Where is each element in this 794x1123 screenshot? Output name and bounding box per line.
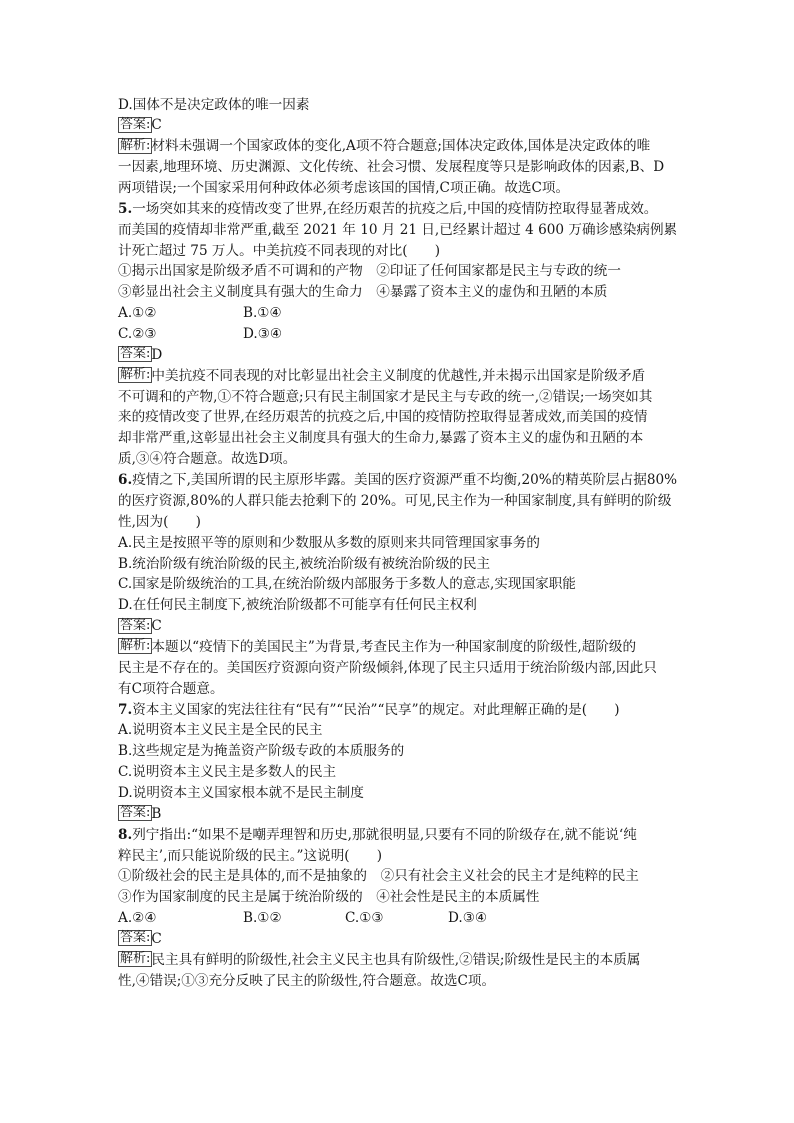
option-d: D.③④: [448, 910, 488, 927]
question-stem-line: 计死亡超过 75 万人。中美抗疫不同表现的对比( ): [118, 242, 441, 259]
analysis-line: 一因素,地理环境、历史渊源、文化传统、社会习惯、发展程度等只是影响政体的因素,B、D: [118, 159, 665, 176]
option-c: C.①③: [345, 910, 384, 927]
options-row: [118, 908, 684, 929]
answer-line: [118, 115, 684, 136]
statement-line: ③彰显出社会主义制度具有强大的生命力 ④暴露了资本主义的虚伪和丑陋的本质: [118, 284, 608, 301]
answer-line: [118, 616, 684, 637]
analysis-line: [118, 366, 684, 387]
option-c: C.说明资本主义民主是多数人的民主: [118, 764, 337, 781]
question-stem-line: 性,因为( ): [118, 513, 201, 530]
analysis-line: [118, 637, 684, 658]
analysis-label: 解析:: [120, 137, 151, 153]
answer-label: 答案:: [120, 617, 151, 633]
option-d: D.说明资本主义国家根本就不是民主制度: [118, 784, 364, 801]
option-a: A.②④: [118, 910, 157, 927]
option-c: C.②③: [118, 326, 157, 343]
option-b: B.①②: [243, 910, 282, 927]
question-stem-line: [118, 700, 684, 721]
answer-label: 答案:: [120, 116, 151, 132]
question-stem-text: 列宁指出:“如果不是嘲弄理智和历史,那就很明显,只要有不同的阶级存在,就不能说‘纯: [132, 826, 637, 843]
answer-line: [118, 929, 684, 950]
question-number: 6.: [118, 472, 133, 489]
option-d: D.在任何民主制度下,被统治阶级都不可能享有任何民主权利: [118, 597, 477, 614]
option-line: [118, 95, 684, 116]
analysis-label: 解析:: [120, 367, 151, 383]
question-stem-line: [118, 825, 684, 846]
question-stem-text: 资本主义国家的宪法往往有“民有”“民治”“民享”的规定。对此理解正确的是( ): [132, 701, 620, 718]
analysis-text: 本题以“疫情下的美国民主”为背景,考查民主作为一种国家制度的阶级性,超阶级的: [151, 638, 637, 655]
question-stem-text: 一场突如其来的疫情改变了世界,在经历艰苦的抗疫之后,中国的疫情防控取得显著成效。: [132, 200, 658, 217]
question-stem-text: 疫情之下,美国所谓的民主原形毕露。美国的医疗资源严重不均衡,20%的精英阶层占据80%: [132, 472, 678, 489]
analysis-text: 中美抗疫不同表现的对比彰显出社会主义制度的优越性,并未揭示出国家是阶级矛盾: [151, 367, 646, 384]
answer-value: D: [151, 346, 163, 363]
analysis-line: [118, 136, 684, 157]
question-stem-line: 的医疗资源,80%的人群只能去抢剩下的 20%。可见,民主作为一种国家制度,具有鲜明的阶级: [118, 492, 672, 509]
question-stem-line: 粹民主’,而只能说阶级的民主。”这说明( ): [118, 847, 383, 864]
answer-value: C: [151, 117, 162, 134]
analysis-line: [118, 950, 684, 971]
answer-line: [118, 345, 684, 366]
answer-value: B: [151, 805, 162, 822]
question-number: 5.: [118, 200, 133, 217]
question-number: 8.: [118, 826, 133, 843]
analysis-line: 民主是不存在的。美国医疗资源向资产阶级倾斜,体现了民主只适用于统治阶级内部,因此只: [118, 659, 657, 676]
option-text: D.国体不是决定政体的唯一因素: [118, 96, 310, 113]
analysis-text: 材料未强调一个国家政体的变化,A项不符合题意;国体决定政体,国体是决定政体的唯: [151, 138, 651, 155]
question-stem-line: [118, 199, 684, 220]
analysis-line: 两项错误;一个国家采用何种政体必须考虑该国的国情,C项正确。故选C项。: [118, 180, 570, 197]
analysis-line: 来的疫情改变了世界,在经历艰苦的抗疫之后,中国的疫情防控取得显著成效,而美国的疫情: [118, 409, 648, 426]
option-b: B.①④: [243, 305, 282, 322]
option-a: A.民主是按照平等的原则和少数服从多数的原则来共同管理国家事务的: [118, 534, 540, 551]
answer-line: [118, 804, 684, 825]
statement-line: ①阶级社会的民主是具体的,而不是抽象的 ②只有社会主义社会的民主才是纯粹的民主: [118, 868, 639, 885]
question-number: 7.: [118, 701, 133, 718]
analysis-label: 解析:: [120, 951, 151, 967]
analysis-line: 有C项符合题意。: [118, 680, 224, 697]
statement-line: ③作为国家制度的民主是属于统治阶级的 ④社会性是民主的本质属性: [118, 889, 540, 906]
statement-line: ①揭示出国家是阶级矛盾不可调和的产物 ②印证了任何国家都是民主与专政的统一: [118, 263, 621, 280]
document-page: [118, 95, 684, 992]
answer-label: 答案:: [120, 930, 151, 946]
answer-label: 答案:: [120, 805, 151, 821]
answer-label: 答案:: [120, 346, 151, 362]
analysis-line: 不可调和的产物,①不符合题意;只有民主制国家才是民主与专政的统一,②错误;一场突如其: [118, 388, 653, 405]
analysis-text: 民主具有鲜明的阶级性,社会主义民主也具有阶级性,②错误;阶级性是民主的本质属: [151, 951, 641, 968]
option-b: B.统治阶级有统治阶级的民主,被统治阶级有被统治阶级的民主: [118, 555, 491, 572]
analysis-line: 却非常严重,这彰显出社会主义制度具有强大的生命力,暴露了资本主义的虚伪和丑陋的本: [118, 430, 644, 447]
option-a: A.①②: [118, 305, 157, 322]
question-stem-line: [118, 470, 684, 491]
option-a: A.说明资本主义民主是全民的民主: [118, 722, 323, 739]
question-stem-line: 而美国的疫情却非常严重,截至 2021 年 10 月 21 日,已经累计超过 4 600 万确诊感染病例累: [118, 221, 678, 238]
analysis-line: 性,④错误;①③充分反映了民主的阶级性,符合题意。故选C项。: [118, 972, 496, 989]
options-row: [118, 303, 684, 324]
option-b: B.这些规定是为掩盖资产阶级专政的本质服务的: [118, 743, 405, 760]
options-row: [118, 324, 684, 345]
option-d: D.③④: [243, 326, 283, 343]
analysis-label: 解析:: [120, 638, 151, 654]
analysis-line: 质,③④符合题意。故选D项。: [118, 451, 297, 468]
answer-value: C: [151, 930, 162, 947]
answer-value: C: [151, 618, 162, 635]
option-c: C.国家是阶级统治的工具,在统治阶级内部服务于多数人的意志,实现国家职能: [118, 576, 576, 593]
